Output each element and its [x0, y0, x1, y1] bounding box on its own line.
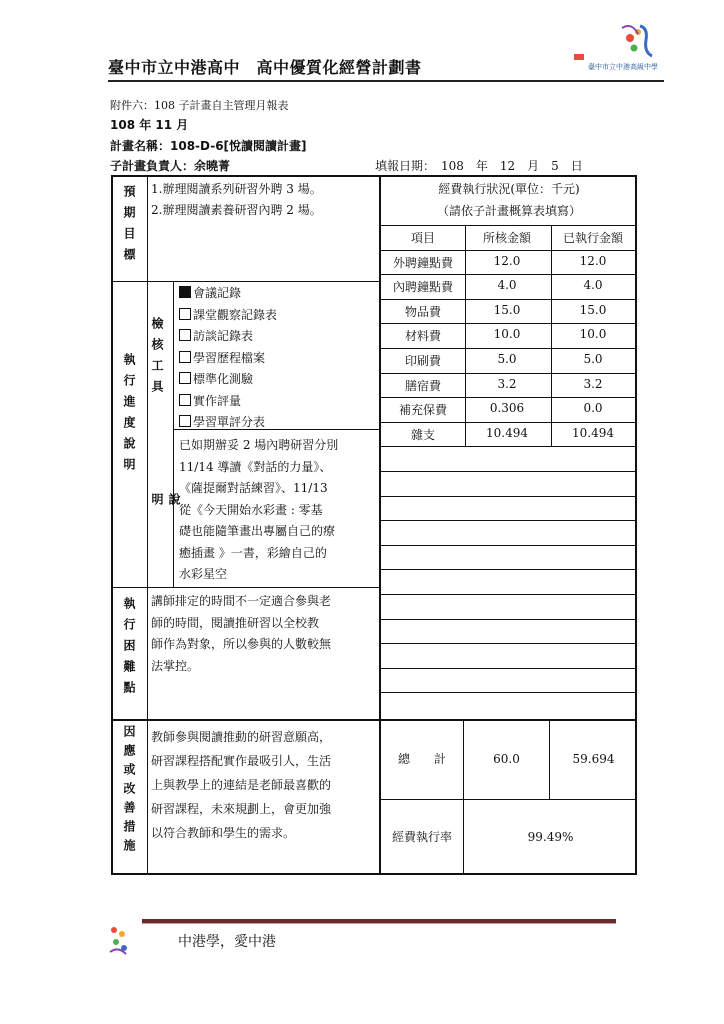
budget-cell: 10.494 — [486, 425, 528, 440]
footer-divider-thin — [142, 923, 616, 924]
budget-cell: 0.0 — [583, 401, 603, 416]
budget-title: 經費執行狀況(單位：千元) — [438, 182, 580, 196]
budget-cell: 內聘鐘點費 — [392, 280, 453, 295]
footer-logo — [106, 924, 132, 958]
budget-row — [381, 274, 639, 299]
budget-cell: 10.494 — [572, 425, 614, 440]
budget-header-cell: 已執行金額 — [562, 231, 623, 245]
plan-name: 計畫名稱：108-D-6[悅讀閱讀計畫] — [110, 139, 307, 153]
improve-line: 以符合教師和學生的需求。 — [151, 826, 296, 840]
budget-grid-line — [379, 348, 637, 349]
budget-grid-line — [379, 471, 637, 472]
tool-label: 訪談記錄表 — [193, 329, 254, 343]
improve-line: 教師參與閱讀推動的研習意願高， — [151, 730, 332, 744]
difficulty-label: 執行困難點 — [122, 597, 136, 702]
tools-checklist — [179, 283, 375, 434]
tool-label: 標準化測驗 — [193, 372, 254, 386]
explain-line: 礎也能隨筆畫出專屬自己的療 — [179, 524, 336, 538]
budget-row — [381, 373, 639, 398]
budget-cell: 材料費 — [404, 329, 441, 344]
footer-motto: 中港學，愛中港 — [178, 934, 276, 950]
report-table — [111, 175, 637, 875]
tool-label: 學習單評分表 — [193, 415, 266, 429]
budget-cell: 物品費 — [404, 304, 441, 319]
goal-item: 1.辦理閱讀系列研習外聘 3 場。 — [151, 182, 322, 196]
budget-col-line — [551, 225, 552, 446]
budget-grid-line — [379, 594, 637, 595]
budget-grid-line — [379, 225, 637, 226]
budget-cell: 3.2 — [497, 376, 517, 391]
plan-owner: 子計畫負責人：余曉菁 — [110, 159, 231, 173]
budget-cell: 4.0 — [497, 278, 517, 293]
unchecked-box-icon — [179, 372, 191, 384]
budget-subtitle: （請依子計畫概算表填寫） — [436, 204, 581, 218]
rate-value: 99.49% — [527, 830, 574, 844]
budget-grid-line — [379, 619, 637, 620]
tool-label: 學習歷程檔案 — [193, 350, 266, 365]
budget-grid-line — [379, 422, 637, 423]
difficulty-line: 講師排定的時間不一定適合參與老 — [151, 594, 332, 608]
budget-header-cell: 項目 — [410, 231, 435, 245]
tool-item — [179, 391, 375, 413]
budget-cell: 15.0 — [579, 302, 607, 317]
logo-text: 臺中市立中港高級中學 — [588, 63, 658, 71]
difficulty-text — [151, 591, 379, 677]
report-month: 108 年 11 月 — [110, 118, 189, 132]
unchecked-box-icon — [179, 415, 191, 427]
total-label: 總 計 — [397, 752, 446, 766]
explain-line: 11/14 導讀《對話的力量》、 — [179, 459, 332, 474]
total-approved: 60.0 — [493, 752, 520, 766]
budget-grid-line — [379, 545, 637, 546]
budget-cell: 15.0 — [493, 302, 521, 317]
budget-cell: 3.2 — [583, 376, 603, 391]
budget-row — [381, 422, 639, 447]
budget-cell: 印刷費 — [404, 354, 441, 368]
budget-grid-line — [379, 569, 637, 570]
difficulty-line: 師的時間，閱讀推研習以全校教 — [151, 615, 320, 630]
explain-label: 說明 — [150, 493, 181, 514]
improve-line: 研習課程搭配實作最吸引人，生活 — [151, 754, 332, 768]
tool-item — [179, 326, 375, 348]
budget-cell: 外聘鐘點費 — [392, 255, 453, 270]
unchecked-box-icon — [179, 394, 191, 406]
tool-label: 實作評量 — [193, 393, 242, 408]
explain-line: 水彩星空 — [179, 567, 228, 581]
budget-grid-line — [379, 250, 637, 251]
budget-cell: 5.0 — [583, 352, 603, 366]
budget-grid-line — [379, 643, 637, 644]
tools-label: 檢核工具 — [150, 317, 164, 401]
budget-grid-line — [379, 692, 637, 693]
improve-text — [151, 725, 379, 845]
header-divider — [108, 80, 664, 82]
explain-line: 癒插畫 》一書，彩繪自己的 — [179, 545, 327, 560]
budget-row — [381, 348, 639, 373]
budget-cell: 膳宿費 — [404, 378, 441, 393]
improve-line: 研習課程，未來規劃上，會更加強 — [151, 802, 332, 816]
budget-cell: 12.0 — [493, 253, 521, 268]
document-title: 臺中市立中港高中 高中優質化經營計劃書 — [108, 58, 422, 77]
budget-grid-line — [379, 274, 637, 275]
budget-cell: 雜支 — [410, 427, 435, 442]
attachment-label: 附件六：108 子計畫自主管理月報表 — [110, 99, 289, 112]
budget-grid-line — [379, 299, 637, 300]
budget-grid-line — [379, 373, 637, 374]
improve-label: 因應或改善措施 — [122, 725, 136, 858]
budget-row — [381, 299, 639, 324]
unchecked-box-icon — [179, 351, 191, 363]
tool-item — [179, 348, 375, 370]
total-spent: 59.694 — [572, 752, 615, 766]
budget-header-row — [381, 225, 639, 250]
budget-cell: 5.0 — [497, 352, 517, 366]
difficulty-line: 師作為對象，所以參與的人數較無 — [151, 637, 332, 651]
difficulty-line: 法掌控。 — [151, 658, 200, 673]
budget-row — [381, 250, 639, 275]
budget-cell: 10.0 — [579, 327, 607, 342]
explain-line: 從《今天開始水彩畫 : 零基 — [179, 502, 323, 517]
budget-grid-line — [379, 520, 637, 521]
report-date: 填報日期： 108 年 12 月 5 日 — [375, 159, 583, 173]
school-logo — [570, 18, 660, 76]
tool-item — [179, 283, 375, 305]
budget-grid-line — [379, 323, 637, 324]
budget-grid-line — [379, 496, 637, 497]
budget-cell: 12.0 — [579, 253, 607, 268]
budget-grid-line — [379, 397, 637, 398]
budget-row — [381, 397, 639, 422]
goal-label: 預期目標 — [122, 185, 136, 269]
tool-item — [179, 412, 375, 434]
explain-line: 《薩提爾對話練習》、11/13 — [179, 481, 328, 495]
tool-label: 會議記錄 — [193, 286, 242, 300]
tool-label: 課堂觀察記錄表 — [193, 307, 278, 322]
budget-cell: 0.306 — [489, 401, 525, 416]
checked-box-icon — [179, 286, 191, 298]
budget-grid-line — [379, 446, 637, 447]
goal-item: 2.辦理閱讀素養研習內聘 2 場。 — [151, 202, 322, 217]
tool-item — [179, 305, 375, 327]
budget-grid-line — [379, 668, 637, 669]
tool-item — [179, 369, 375, 391]
improve-line: 上與教學上的連結是老師最喜歡的 — [151, 778, 332, 792]
budget-row — [381, 323, 639, 348]
progress-label: 執行進度說明 — [122, 353, 136, 479]
explain-text — [179, 435, 377, 586]
goals-list — [151, 179, 377, 220]
unchecked-box-icon — [179, 308, 191, 320]
budget-cell: 10.0 — [493, 327, 521, 342]
budget-col-line — [465, 225, 466, 446]
rate-label: 經費執行率 — [391, 830, 452, 844]
explain-line: 已如期辦妥 2 場內聘研習分別 — [179, 438, 339, 452]
budget-header-cell: 所核金額 — [482, 231, 531, 245]
unchecked-box-icon — [179, 329, 191, 341]
budget-cell: 4.0 — [583, 278, 603, 293]
budget-cell: 補充保費 — [398, 403, 447, 418]
